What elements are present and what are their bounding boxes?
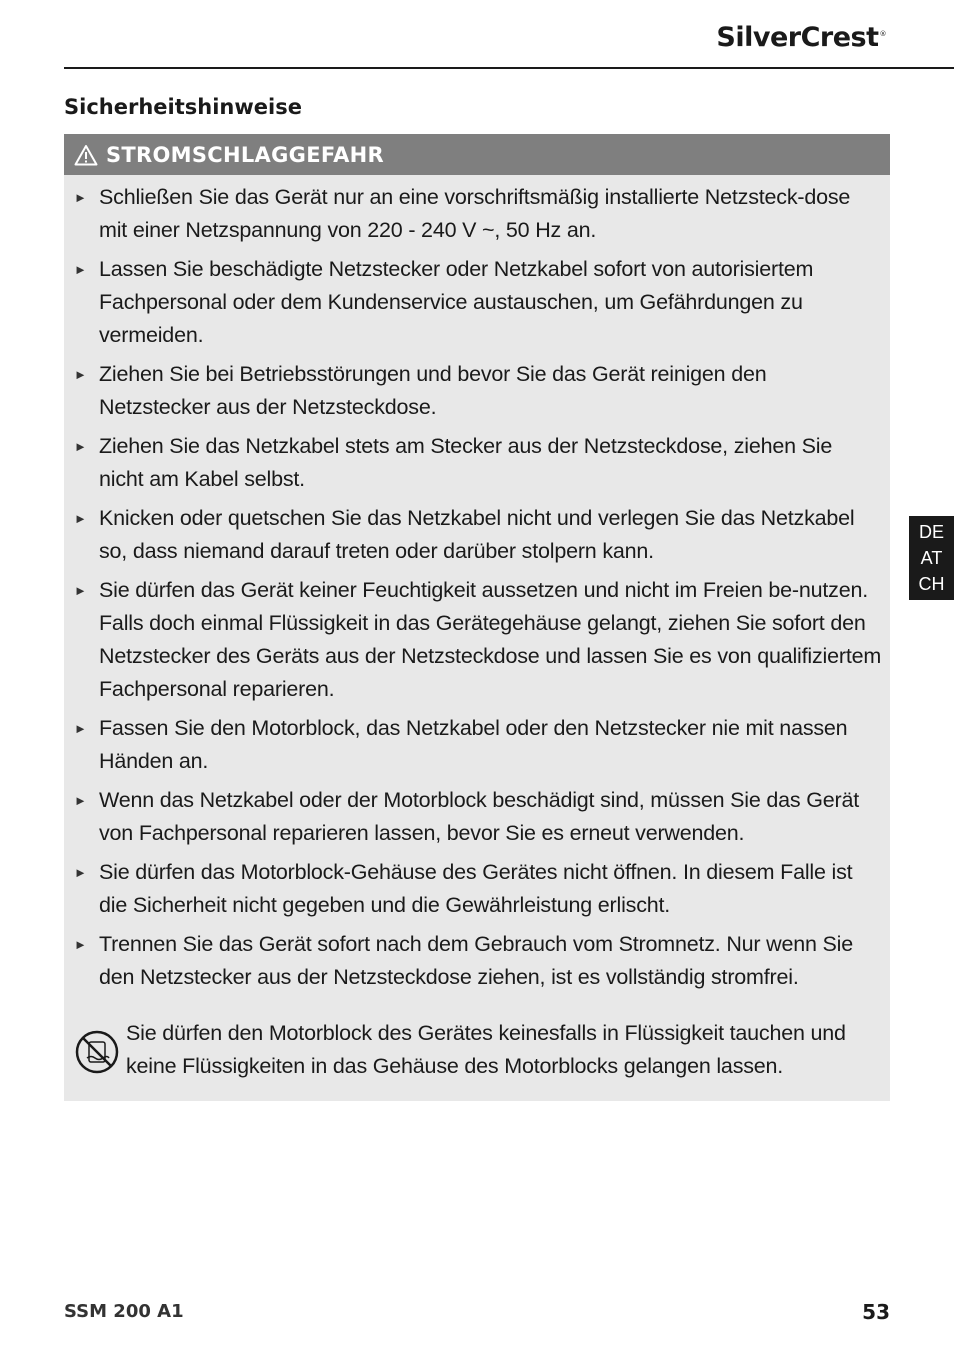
lang-ch: CH — [918, 574, 945, 594]
warning-title: STROMSCHLAGGEFAHR — [106, 142, 384, 167]
warning-header — [64, 134, 890, 175]
lang-at: AT — [920, 548, 943, 568]
bullet-arrow-icon: ► — [74, 367, 87, 382]
bullet-arrow-icon: ► — [74, 583, 87, 598]
bullet-arrow-icon: ► — [74, 262, 87, 277]
list-item-text: Fassen Sie den Motorblock, das Netzkabel oder den Netzstecker nie mit nassen Händen an. — [99, 716, 848, 773]
list-item — [74, 712, 882, 778]
list-item — [74, 928, 882, 994]
list-item-text: Knicken oder quetschen Sie das Netzkabel nicht und verlegen Sie das Netzkabel so, dass niemand darauf treten oder darüber stolpern kann. — [99, 506, 855, 563]
bullet-arrow-icon: ► — [74, 439, 87, 454]
brand-logo — [716, 22, 886, 53]
safety-list — [64, 175, 890, 994]
warning-box — [64, 134, 890, 1101]
list-item — [74, 502, 882, 568]
list-item-text: Ziehen Sie das Netzkabel stets am Stecker aus der Netzsteckdose, ziehen Sie nicht am Kabel selbst. — [99, 434, 833, 491]
bullet-arrow-icon: ► — [74, 190, 87, 205]
bullet-arrow-icon: ► — [74, 937, 87, 952]
header-rule — [64, 67, 954, 69]
list-item — [74, 856, 882, 922]
list-item-text: Schließen Sie das Gerät nur an eine vorschriftsmäßig installierte Netzsteck-dose mit einer Netzspannung von 220 - 240 V ~, 50 Hz an. — [99, 185, 851, 242]
list-item — [74, 181, 882, 247]
bullet-arrow-icon: ► — [74, 721, 87, 736]
list-item-text: Ziehen Sie bei Betriebsstörungen und bevor Sie das Gerät reinigen den Netzstecker aus der Netzsteckdose. — [99, 362, 767, 419]
immersion-note — [74, 1017, 882, 1083]
warning-triangle-icon — [74, 144, 98, 166]
brand-name: SilverCrest — [716, 22, 879, 53]
list-item — [74, 784, 882, 850]
list-item — [74, 253, 882, 352]
list-item-text: Sie dürfen das Gerät keiner Feuchtigkeit aussetzen und nicht im Freien be-nutzen. Falls doch einmal Flüssigkeit in das Gerätegehäuse gelangt, ziehen Sie sofort den Netzstecker des Geräts aus der Netzsteckdose und lassen Sie es von qualifiziertem Fachpersonal reparieren. — [99, 578, 882, 701]
bullet-arrow-icon: ► — [74, 865, 87, 880]
note-text: Sie dürfen den Motorblock des Gerätes keinesfalls in Flüssigkeit tauchen und keine Flüssigkeiten in das Gehäuse des Motorblocks gelangen lassen. — [126, 1021, 846, 1078]
lang-de: DE — [918, 522, 944, 542]
registered-mark: ® — [879, 30, 886, 38]
list-item-text: Sie dürfen das Motorblock-Gehäuse des Gerätes nicht öffnen. In diesem Falle ist die Sicherheit nicht gegeben und die Gewährleistung erlischt. — [99, 860, 853, 917]
list-item-text: Lassen Sie beschädigte Netzstecker oder Netzkabel sofort von autorisiertem Fachpersonal oder dem Kundenservice austauschen, um Gefährdungen zu vermeiden. — [99, 257, 814, 347]
list-item-text: Wenn das Netzkabel oder der Motorblock beschädigt sind, müssen Sie das Gerät von Fachpersonal reparieren lassen, bevor Sie es erneut verwenden. — [99, 788, 860, 845]
footer-model: SSM 200 A1 — [64, 1301, 184, 1322]
section-heading: Sicherheitshinweise — [64, 95, 302, 119]
language-tab — [909, 516, 954, 600]
no-immersion-icon — [74, 1017, 120, 1075]
list-item — [74, 574, 882, 706]
list-item — [74, 430, 882, 496]
list-item-text: Trennen Sie das Gerät sofort nach dem Gebrauch vom Stromnetz. Nur wenn Sie den Netzstecker aus der Netzsteckdose ziehen, ist es vollständig stromfrei. — [99, 932, 853, 989]
list-item — [74, 358, 882, 424]
page-number: 53 — [862, 1300, 890, 1324]
bullet-arrow-icon: ► — [74, 793, 87, 808]
bullet-arrow-icon: ► — [74, 511, 87, 526]
